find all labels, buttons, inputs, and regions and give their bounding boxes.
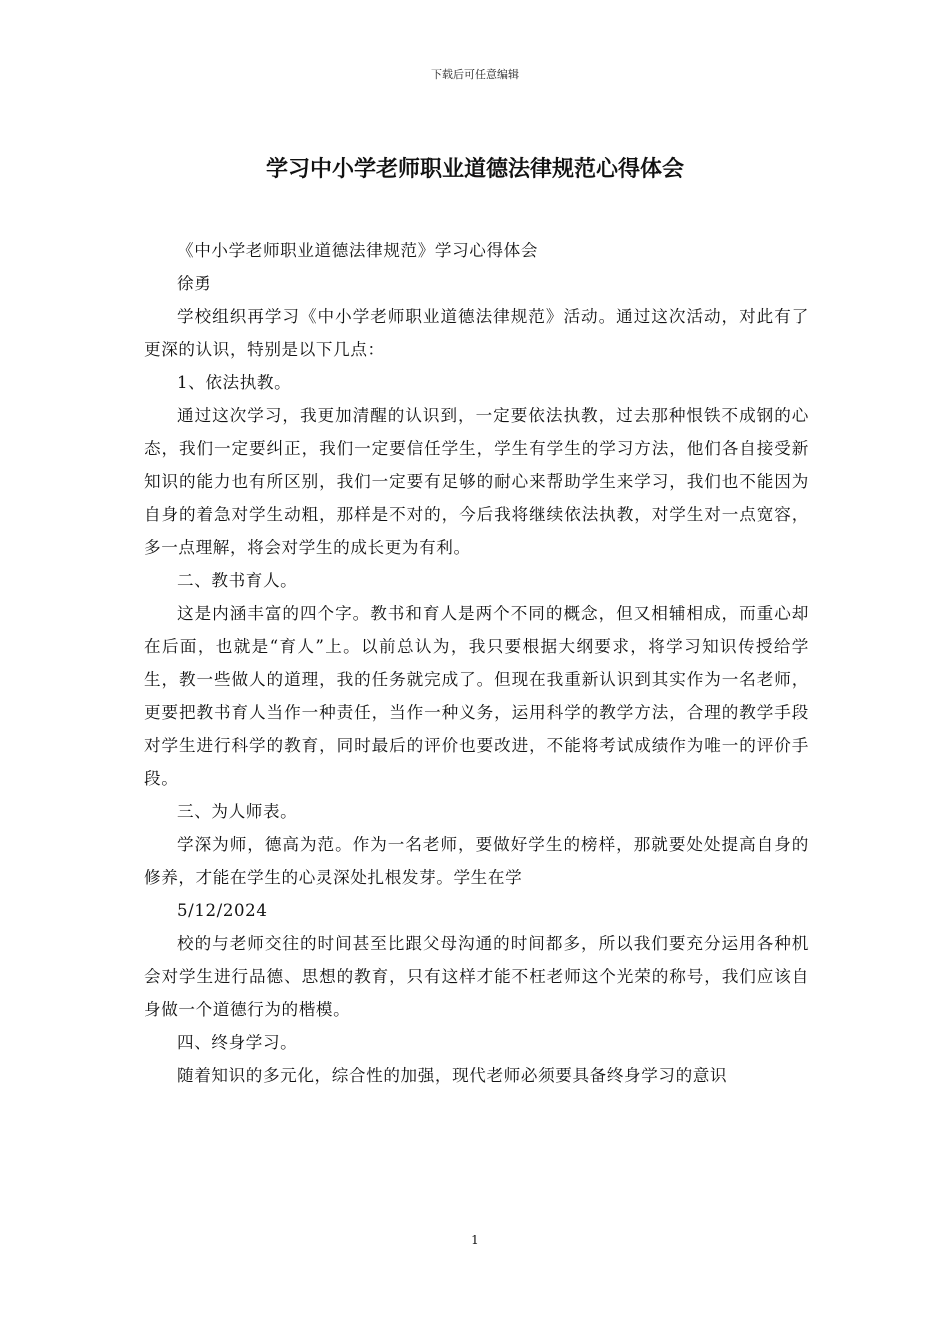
section-heading-3: 三、为人师表。	[177, 802, 298, 821]
paragraph-section-3-cont: 校的与老师交往的时间甚至比跟父母沟通的时间都多，所以我们要充分运用各种机会对学生进行品德、思想的教育，只有这样才能不枉老师这个光荣的称号，我们应该自身做一个道德行为的楷模。	[144, 934, 809, 1019]
paragraph-intro: 学校组织再学习《中小学老师职业道德法律规范》活动。通过这次活动，对此有了更深的认识，特别是以下几点：	[144, 307, 809, 359]
paragraph-section-1: 通过这次学习，我更加清醒的认识到，一定要依法执教，过去那种恨铁不成钢的心态，我们一定要纠正，我们一定要信任学生，学生有学生的学习方法，他们各自接受新知识的能力也有所区别，我们一定要有足够的耐心来帮助学生来学习，我们也不能因为自身的着急对学生动粗，那样是不对的，今后我将继续依法执教，对学生对一点宽容，多一点理解，将会对学生的成长更为有利。	[144, 406, 809, 557]
document-title: 学习中小学老师职业道德法律规范心得体会	[265, 156, 684, 182]
document-body	[144, 234, 809, 1092]
paragraph-author: 徐勇	[177, 274, 212, 293]
paragraph-section-3: 学深为师，德高为范。作为一名老师，要做好学生的榜样，那就要处处提高自身的修养，才能在学生的心灵深处扎根发芽。学生在学	[144, 835, 809, 887]
section-heading-2: 二、教书育人。	[177, 571, 298, 590]
paragraph-subtitle: 《中小学老师职业道德法律规范》学习心得体会	[177, 241, 539, 260]
section-heading-4: 四、终身学习。	[177, 1033, 298, 1052]
paragraph-section-2: 这是内涵丰富的四个字。教书和育人是两个不同的概念，但又相辅相成，而重心却在后面，也就是“育人”上。以前总认为，我只要根据大纲要求，将学习知识传授给学生，教一些做人的道理，我的任务就完成了。但现在我重新认识到其实作为一名老师，更要把教书育人当作一种责任，当作一种义务，运用科学的教学方法，合理的教学手段对学生进行科学的教育，同时最后的评价也要改进，不能将考试成绩作为唯一的评价手段。	[144, 604, 809, 788]
inline-date: 5/12/2024	[177, 901, 268, 920]
section-heading-1: 1、依法执教。	[177, 373, 292, 392]
page-number: 1	[471, 1233, 479, 1247]
page-header-note: 下载后可任意编辑	[431, 68, 519, 81]
paragraph-section-4: 随着知识的多元化，综合性的加强，现代老师必须要具备终身学习的意识	[177, 1066, 728, 1085]
